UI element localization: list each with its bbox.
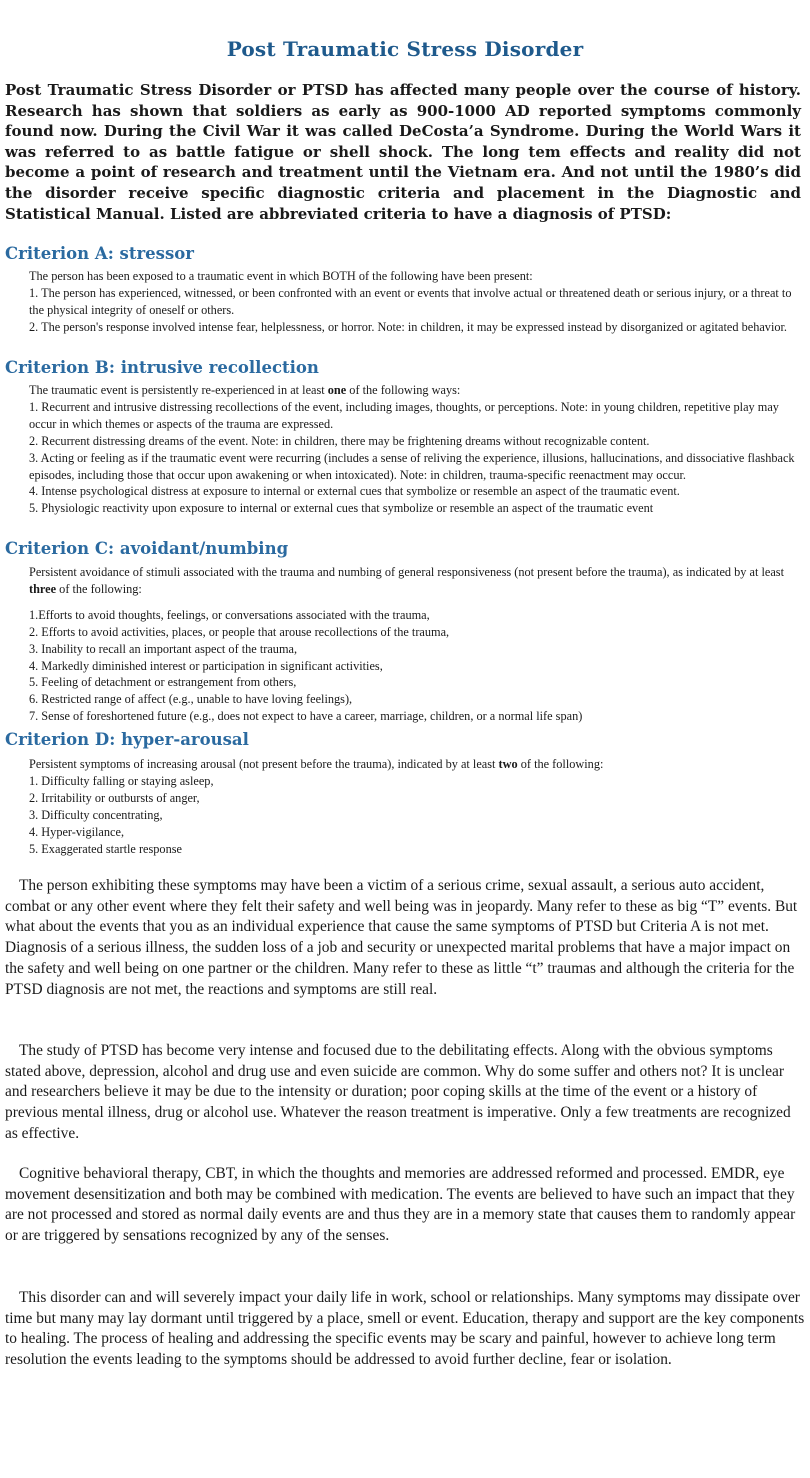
criterion-a-heading: Criterion A: stressor [5, 244, 194, 263]
criterion-d-count: two [498, 757, 518, 771]
criterion-c-body [29, 564, 803, 725]
criterion-c-lead: Persistent avoidance of stimuli associated with the trauma and numbing of general responsiveness (not present before the trauma), as indicated by at least three of the following: [29, 565, 785, 596]
criterion-d-body [29, 756, 803, 857]
criterion-d-item: 3. Difficulty concentrating, [29, 807, 163, 822]
criterion-a-item: 1. The person has experienced, witnessed, or been confronted with an event or events that involve actual or threatened death or serious injury, or a threat to the physical integrity of oneself or others. [29, 285, 792, 317]
body-paragraph: Cognitive behavioral therapy, CBT, in which the thoughts and memories are addressed reformed and processed. EMDR, eye movement desensitization and both may be combined with medication. The events are believed to have such an impact that they are not processed and stored as normal daily events are and thus they are in a memory state that causes them to randomly appear or are triggered by sensations recognized by any of the senses. [5, 1165, 796, 1245]
criterion-a-body [29, 268, 803, 336]
body-paragraph: This disorder can and will severely impact your daily life in work, school or relationships. Many symptoms may dissipate over time but many may lay dormant until triggered by a place, smell or event. Education, therapy and support are the key components to healing. The process of healing and addressing the specific events may be scary and painful, however to achieve long term resolution the events leading to the symptoms should be addressed to avoid further decline, fear or isolation. [5, 1289, 805, 1369]
criterion-c-item: 3. Inability to recall an important aspect of the trauma, [29, 641, 298, 656]
criterion-b-heading: Criterion B: intrusive recollection [5, 358, 319, 377]
criterion-b-item: 2. Recurrent distressing dreams of the event. Note: in children, there may be frightening dreams without recognizable content. [29, 433, 650, 448]
criterion-c-count: three [29, 581, 57, 596]
criterion-d-lead: Persistent symptoms of increasing arousal (not present before the trauma), indicated by at least two of the following: [29, 757, 604, 771]
criterion-b-item: 1. Recurrent and intrusive distressing recollections of the event, including images, thoughts, or perceptions. Note: in young children, repetitive play may occur in which themes or aspects of the trauma are expressed. [29, 399, 779, 431]
criterion-c-heading: Criterion C: avoidant/numbing [5, 539, 289, 558]
criterion-b-item: 4. Intense psychological distress at exposure to internal or external cues that symbolize or resemble an aspect of the traumatic event. [29, 484, 680, 499]
criterion-d-item: 5. Exaggerated startle response [29, 841, 182, 856]
criterion-d-item: 4. Hyper-vigilance, [29, 824, 125, 839]
intro-paragraph: Post Traumatic Stress Disorder or PTSD has affected many people over the course of history. Research has shown that soldiers as early as 900-1000 AD reported symptoms commonly found now. During the Civil War it was called DeCosta’a Syndrome. During the World Wars it was referred to as battle fatigue or shell shock. The long tem effects and reality did not become a point of research and treatment until the Vietnam era. And not until the 1980’s did the disorder receive specific diagnostic criteria and placement in the Diagnostic and Statistical Manual. Listed are abbreviated criteria to have a diagnosis of PTSD: [5, 81, 801, 223]
criterion-c-item: 7. Sense of foreshortened future (e.g., does not expect to have a career, marriage, children, or a normal life span) [29, 709, 583, 724]
criterion-b-lead: The traumatic event is persistently re-experienced in at least one of the following ways: [29, 383, 461, 397]
criterion-c-item: 5. Feeling of detachment or estrangement from others, [29, 675, 297, 690]
criterion-d-item: 1. Difficulty falling or staying asleep, [29, 773, 214, 788]
criterion-c-item: 2. Efforts to avoid activities, places, or people that arouse recollections of the trauma, [29, 624, 450, 639]
body-paragraph: The person exhibiting these symptoms may have been a victim of a serious crime, sexual assault, a serious auto accident, combat or any other event where they felt their safety and well being was in jeopardy. Many refer to these as big “T” events. But what about the events that you as an individual experience that cause the same symptoms of PTSD but Criteria A is not met. Diagnosis of a serious illness, the sudden loss of a job and security or unexpected marital problems that have a major impact on the safety and well being on one partner or the children. Many refer to these as little “t” traumas and although the criteria for the PTSD diagnosis are not met, the reactions and symptoms are still real. [5, 877, 798, 998]
criterion-b-body [29, 382, 803, 517]
criterion-a-item: 2. The person's response involved intense fear, helplessness, or horror. Note: in children, it may be expressed instead by disorganized or agitated behavior. [29, 319, 788, 334]
criterion-a-lead: The person has been exposed to a traumatic event in which BOTH of the following have been present: [29, 269, 533, 283]
criterion-c-item: 4. Markedly diminished interest or participation in significant activities, [29, 658, 383, 673]
criterion-b-item: 5. Physiologic reactivity upon exposure to internal or external cues that symbolize or resemble an aspect of the traumatic event [29, 501, 654, 516]
criterion-b-count: one [327, 383, 347, 397]
criterion-d-item: 2. Irritability or outbursts of anger, [29, 790, 200, 805]
criterion-b-item: 3. Acting or feeling as if the traumatic event were recurring (includes a sense of reliving the experience, illusions, hallucinations, and dissociative flashback episodes, including those that occur upon awakening or when intoxicated). Note: in children, trauma-specific reenactment may occur. [29, 450, 795, 482]
body-paragraph: The study of PTSD has become very intense and focused due to the debilitating effects. Along with the obvious symptoms stated above, depression, alcohol and drug use and even suicide are common. Why do some suffer and others not? It is unclear and researchers believe it may be due to the intensity or duration; poor coping skills at the time of the event or a history of previous mental illness, drug or alcohol use. Whatever the reason treatment is imperative. Only a few treatments are recognized as effective. [5, 1042, 791, 1142]
criterion-c-item: 6. Restricted range of affect (e.g., unable to have loving feelings), [29, 692, 353, 707]
page-title: Post Traumatic Stress Disorder [226, 37, 584, 62]
criterion-c-item: 1.Efforts to avoid thoughts, feelings, or conversations associated with the trauma, [29, 607, 430, 622]
criterion-d-heading: Criterion D: hyper-arousal [5, 730, 249, 749]
